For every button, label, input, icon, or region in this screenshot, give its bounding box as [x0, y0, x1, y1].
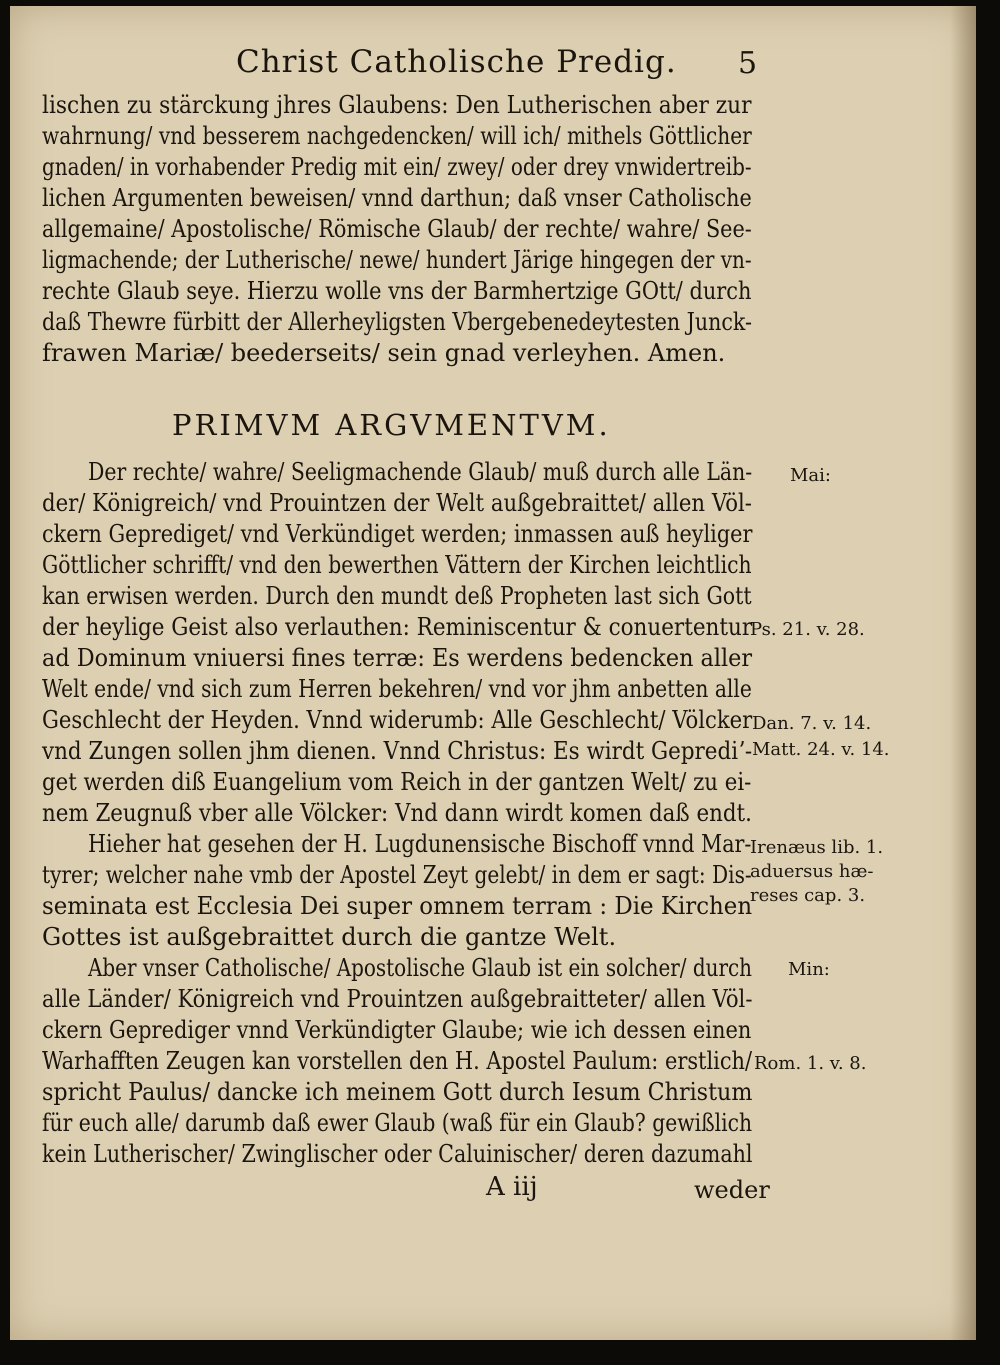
text-line: lischen zu stärckung jhres Glaubens: Den Lutherischen aber zur	[42, 91, 752, 119]
text-line: allgemaine/ Apostolische/ Römische Glaub/ der rechte/ wahre/ See-	[42, 215, 752, 243]
text-line: frawen Mariæ/ beederseits/ sein gnad verleyhen. Amen.	[42, 339, 726, 367]
text-line: Göttlicher schrifft/ vnd den bewerthen Vättern der Kirchen leichtlich	[42, 551, 752, 579]
text-line: kan erwisen werden. Durch den mundt deß Propheten last sich Gott	[42, 582, 752, 610]
catchword: weder	[694, 1176, 770, 1204]
text-line: tyrer; welcher nahe vmb der Apostel Zeyt gelebt/ in dem er sagt: Dis-	[42, 861, 752, 889]
text-line: seminata est Ecclesia Dei super omnem terram : Die Kirchen	[42, 892, 753, 920]
margin-note: Mai:	[790, 465, 831, 486]
text-line: alle Länder/ Königreich vnd Prouintzen außgebraitteter/ allen Völ-	[42, 985, 753, 1013]
book-page	[10, 6, 976, 1340]
text-line: für euch alle/ darumb daß ewer Glaub (waß für ein Glaub? gewißlich	[42, 1109, 753, 1137]
text-line: lichen Argumenten beweisen/ vnnd darthun; daß vnser Catholische	[42, 184, 752, 212]
text-line: kein Lutherischer/ Zwinglischer oder Caluinischer/ deren dazumahl	[42, 1140, 753, 1168]
running-header: Christ Catholische Predig.	[236, 44, 677, 80]
text-line: Aber vnser Catholische/ Apostolische Glaub ist ein solcher/ durch	[88, 954, 753, 982]
text-line: Hieher hat gesehen der H. Lugdunensische Bischoff vnnd Mar-	[88, 830, 752, 858]
margin-note: Ps. 21. v. 28.	[750, 619, 865, 640]
text-line: nem Zeugnuß vber alle Völcker: Vnd dann wirdt komen daß endt.	[42, 799, 752, 827]
margin-note: Matt. 24. v. 14.	[752, 739, 890, 760]
text-line: ckern Geprediget/ vnd Verkündiget werden; inmassen auß heyliger	[42, 520, 753, 548]
margin-note: reses cap. 3.	[750, 885, 866, 906]
text-line: vnd Zungen sollen jhm dienen. Vnnd Christus: Es wirdt Geprediʼ-	[42, 737, 753, 765]
text-line: get werden diß Euangelium vom Reich in der gantzen Welt/ zu ei-	[42, 768, 752, 796]
text-line: rechte Glaub seye. Hierzu wolle vns der Barmhertzige GOtt/ durch	[42, 277, 752, 305]
text-line: daß Thewre fürbitt der Allerheyligsten Vbergebenedeytesten Junck-	[42, 308, 752, 336]
text-line: der heylige Geist also verlauthen: Reminiscentur & conuertentur	[42, 613, 753, 641]
text-line: gnaden/ in vorhabender Predig mit ein/ zwey/ oder drey vnwidertreib-	[42, 153, 752, 181]
margin-note: Irenæus lib. 1.	[750, 837, 884, 858]
margin-note: Rom. 1. v. 8.	[754, 1053, 867, 1074]
text-line: Gottes ist außgebraittet durch die gantze Welt.	[42, 923, 617, 951]
text-line: Welt ende/ vnd sich zum Herren bekehren/ vnd vor jhm anbetten alle	[42, 675, 752, 703]
text-line: ad Dominum vniuersi fines terræ: Es werdens bedencken aller	[42, 644, 753, 672]
text-line: Geschlecht der Heyden. Vnnd widerumb: Alle Geschlecht/ Völcker	[42, 706, 753, 734]
text-line: spricht Paulus/ dancke ich meinem Gott durch Iesum Christum	[42, 1078, 753, 1106]
text-line: Der rechte/ wahre/ Seeligmachende Glaub/ muß durch alle Län-	[88, 458, 753, 486]
margin-note: Min:	[788, 959, 830, 980]
signature-mark: A iij	[486, 1172, 538, 1202]
text-line: ckern Geprediger vnnd Verkündigter Glaube; wie ich dessen einen	[42, 1016, 752, 1044]
margin-note: aduersus hæ-	[750, 861, 874, 882]
section-heading: PRIMVM ARGVMENTVM.	[172, 408, 611, 442]
text-line: Warhafften Zeugen kan vorstellen den H. Apostel Paulum: erstlich/	[42, 1047, 753, 1075]
text-line: ligmachende; der Lutherische/ newe/ hundert Järige hingegen der vn-	[42, 246, 752, 274]
text-line: wahrnung/ vnd besserem nachgedencken/ will ich/ mithels Göttlicher	[42, 122, 752, 150]
margin-note: Dan. 7. v. 14.	[752, 713, 872, 734]
text-line: der/ Königreich/ vnd Prouintzen der Welt außgebraittet/ allen Völ-	[42, 489, 752, 517]
page-number: 5	[738, 46, 758, 81]
